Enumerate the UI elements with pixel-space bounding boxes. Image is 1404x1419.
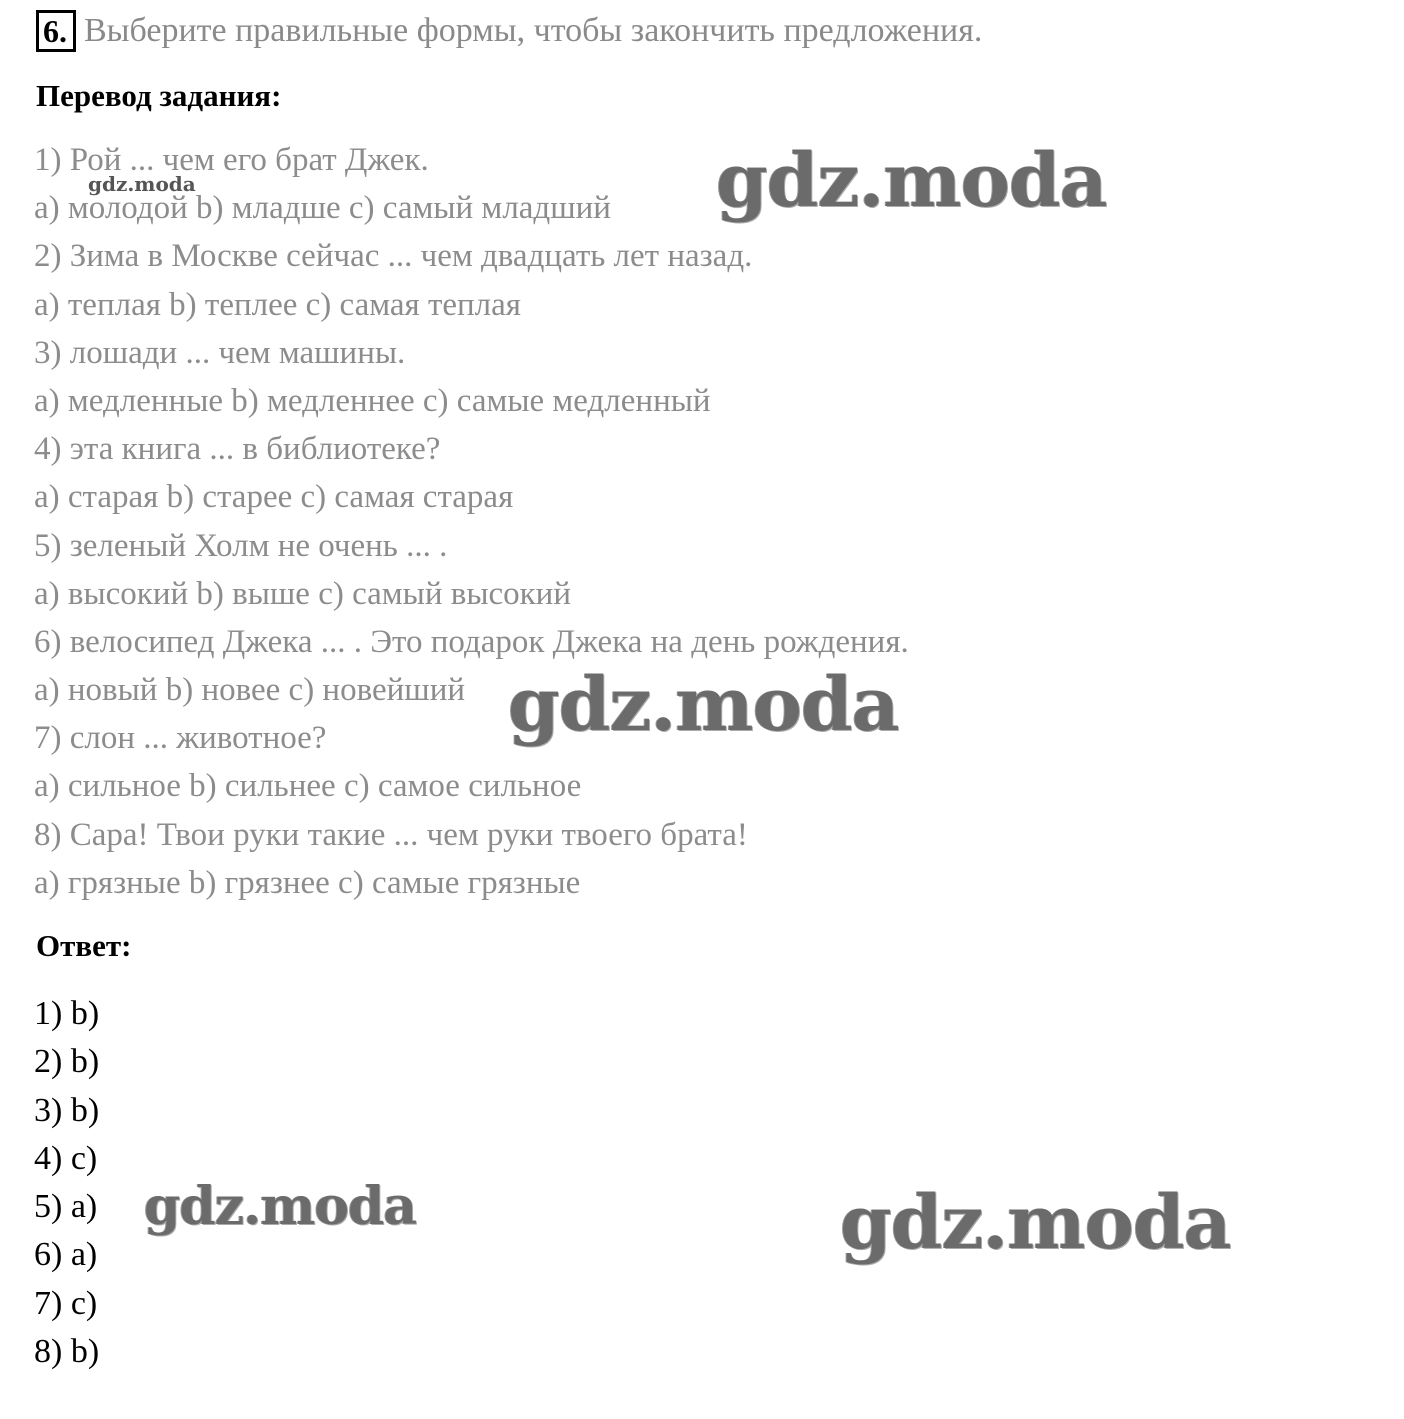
translation-title: Перевод задания:: [36, 78, 282, 113]
translation-line: a) молодой b) младше c) самый младший: [34, 190, 611, 227]
watermark-bottom-left: gdz.moda: [144, 1176, 417, 1237]
translation-line: 5) зеленый Холм не очень ... .: [34, 527, 448, 564]
answer-item: 3) b): [34, 1091, 100, 1129]
translation-line: 1) Рой ... чем его брат Джек.: [34, 142, 429, 178]
translation-line: 2) Зима в Москве сейчас ... чем двадцать лет назад.: [34, 238, 753, 275]
answer-item: 5) a): [34, 1188, 98, 1226]
answer-item: 4) c): [34, 1139, 98, 1177]
task-instruction: Выберите правильные формы, чтобы закончить предложения.: [84, 12, 983, 49]
answer-item: 2) b): [34, 1043, 100, 1081]
translation-line: 7) слон ... животное?: [34, 720, 327, 757]
translation-line: a) медленные b) медленнее c) самые медленный: [34, 382, 711, 419]
translation-line: 6) велосипед Джека ... . Это подарок Джека на день рождения.: [34, 623, 909, 660]
translation-line: 3) лошади ... чем машины.: [34, 334, 406, 371]
translation-line: 8) Сара! Твои руки такие ... чем руки твоего брата!: [34, 816, 748, 853]
answer-item: 8) b): [34, 1333, 100, 1371]
answer-title: Ответ:: [36, 928, 132, 963]
answer-item: 7) c): [34, 1284, 98, 1322]
translation-list: [34, 136, 909, 907]
watermark-small: gdz.moda: [88, 172, 196, 196]
answer-item: 1) b): [34, 995, 100, 1032]
answer-list: [34, 990, 99, 1376]
task-header: [36, 8, 982, 54]
translation-line: a) грязные b) грязнее c) самые грязные: [34, 864, 581, 901]
translation-line: a) сильное b) сильнее c) самое сильное: [34, 768, 582, 805]
translation-line: a) старая b) старее c) самая старая: [34, 479, 514, 516]
translation-line: a) новый b) новее c) новейший: [34, 672, 466, 709]
task-number: 6.: [36, 10, 76, 52]
answer-item: 6) a): [34, 1236, 98, 1274]
watermark-top: gdz.moda: [716, 138, 1107, 224]
translation-line: 4) эта книга ... в библиотеке?: [34, 431, 441, 468]
watermark-bottom-right: gdz.moda: [840, 1180, 1231, 1266]
translation-line: a) теплая b) теплее c) самая теплая: [34, 286, 521, 323]
translation-line: a) высокий b) выше c) самый высокий: [34, 575, 571, 612]
watermark-middle: gdz.moda: [508, 662, 899, 748]
